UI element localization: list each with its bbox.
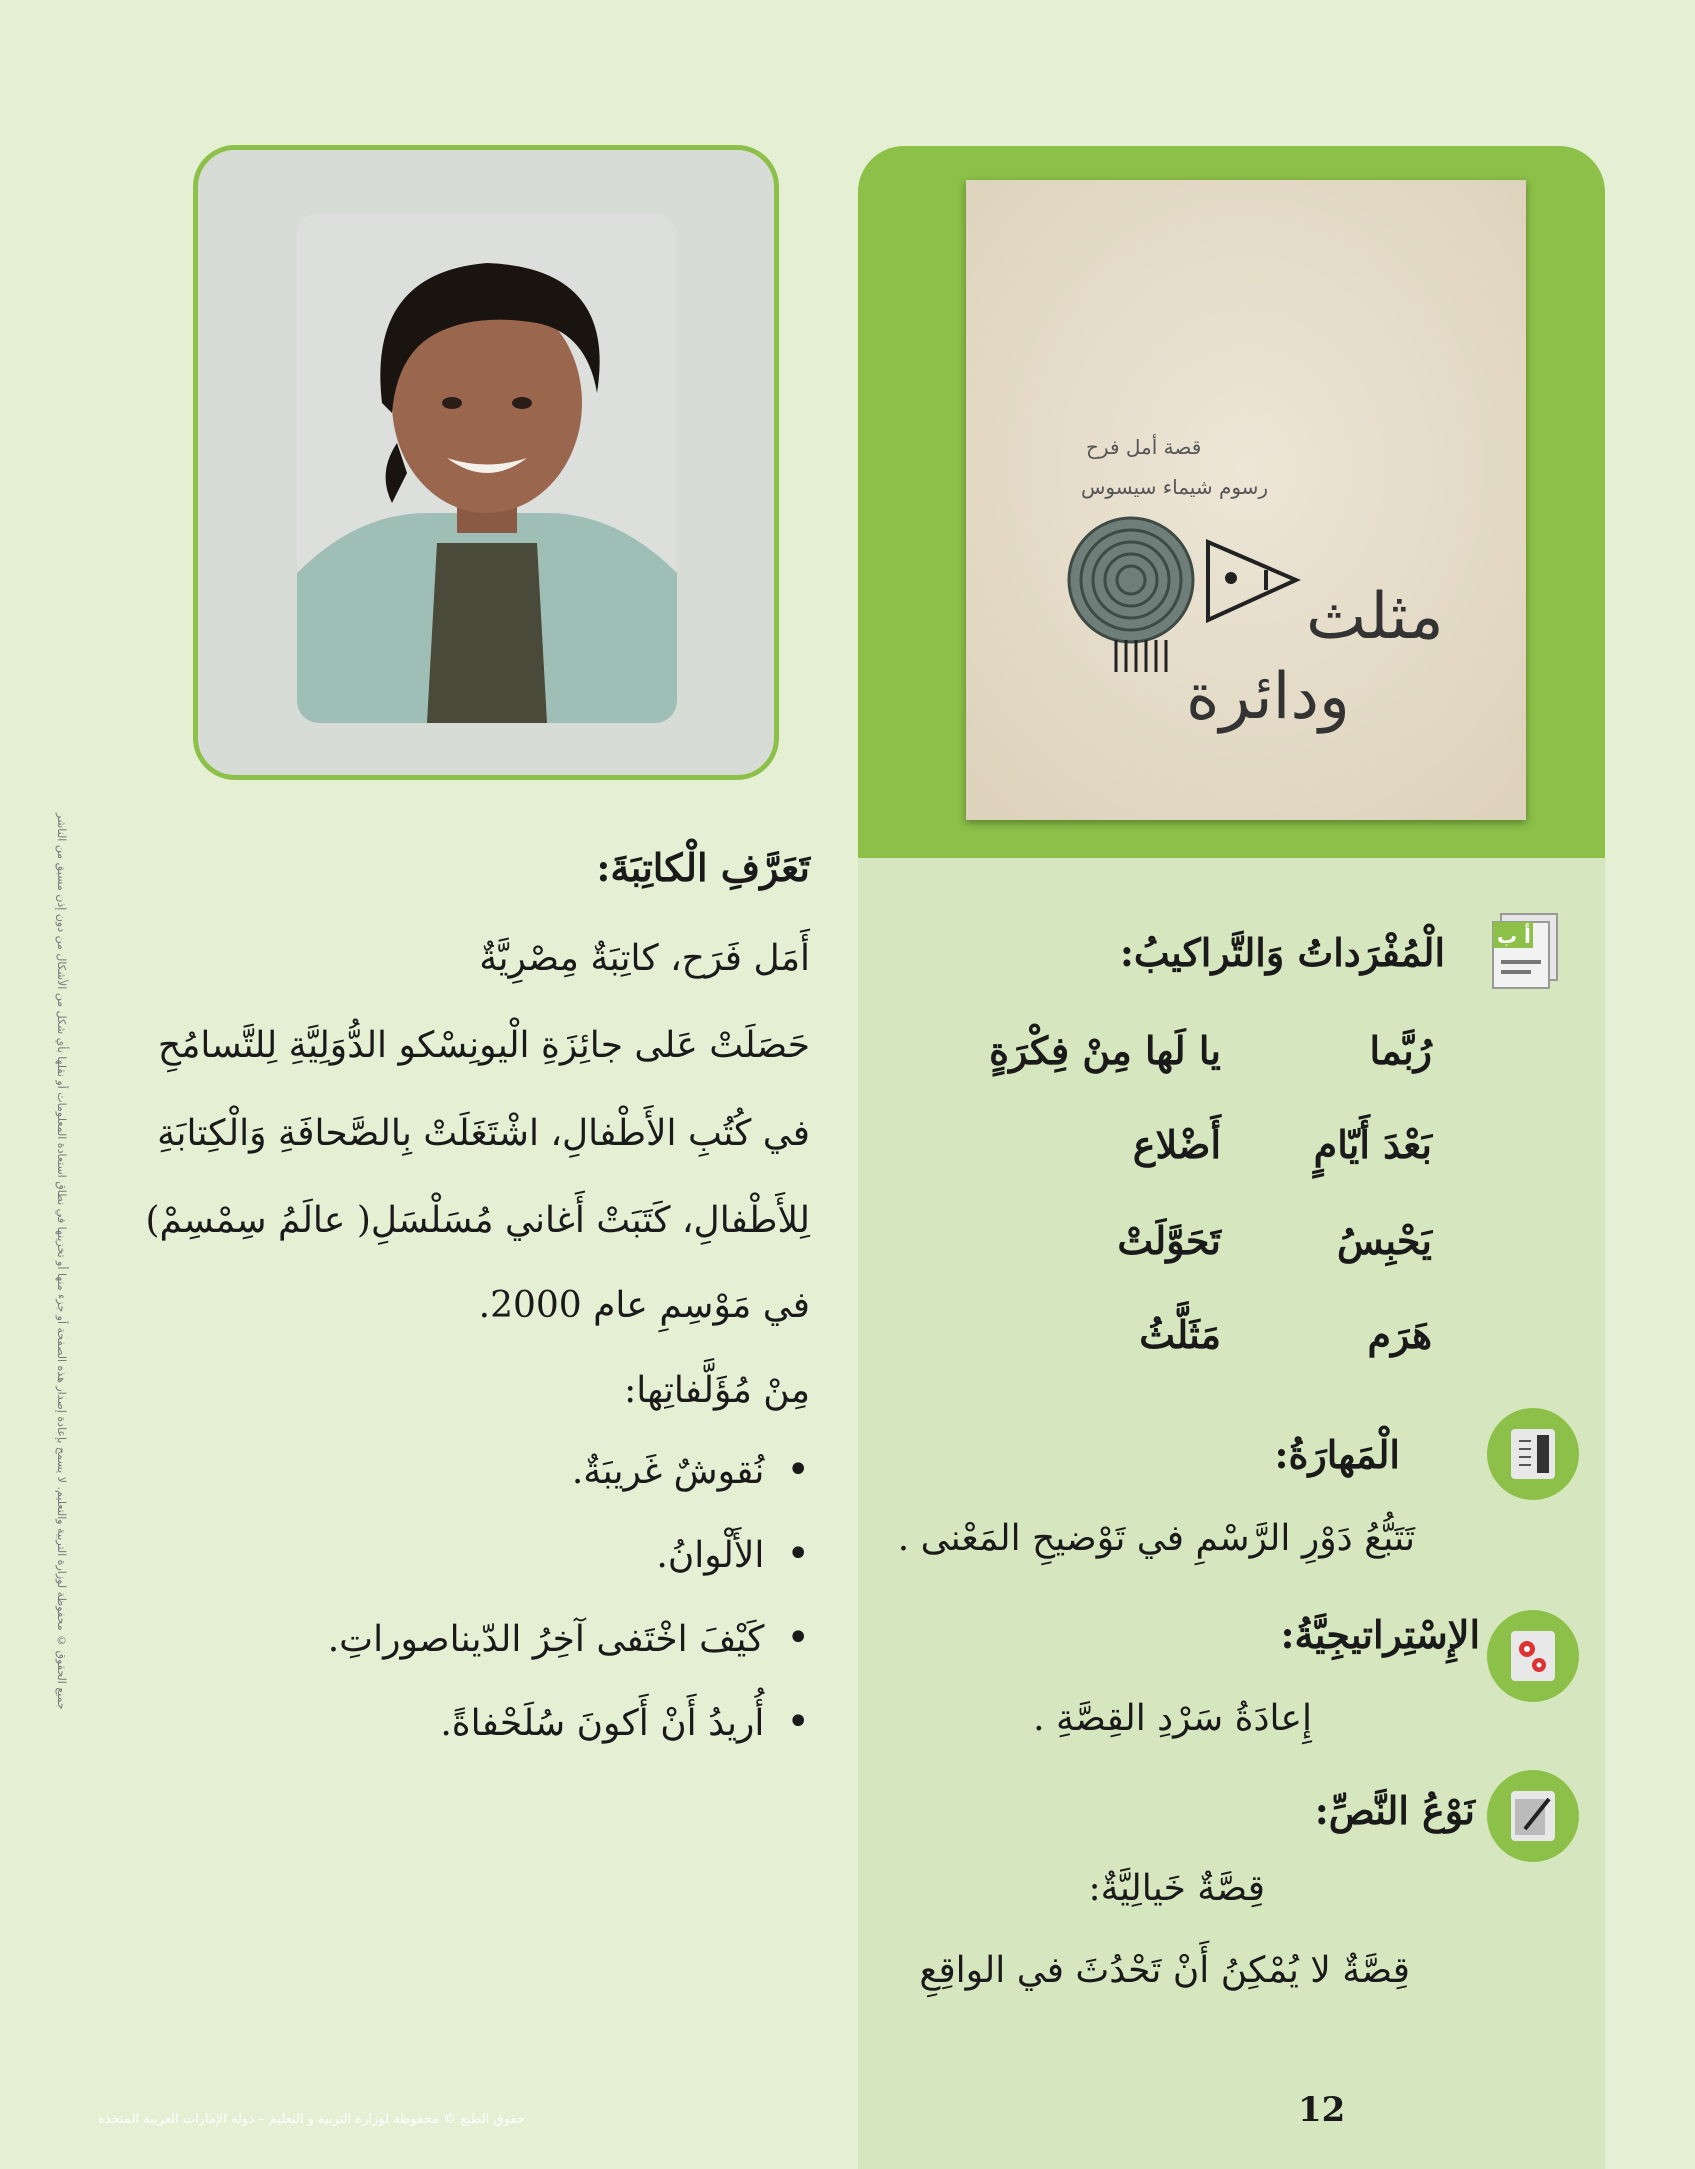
author-line-4: لِلأَطْفالِ، كَتَبَتْ أَغاني مُسَلْسَلِ( عالَمُ سِمْسِمْ): [145, 1200, 810, 1241]
vocab-word: هَرَم: [1367, 1312, 1432, 1357]
vocabulary-heading: الْمُفْرَداتُ وَالتَّراكيبُ:: [1119, 930, 1445, 975]
text-type-heading: نَوْعُ النَّصِّ:: [1314, 1788, 1475, 1833]
vocab-word: أَضْلاع: [1132, 1122, 1221, 1167]
text-type-icon: [1487, 1770, 1579, 1862]
cover-illustrator-credit: رسوم شيماء سيسوس: [1081, 475, 1269, 499]
book-cover: [966, 180, 1526, 820]
strategy-icon: [1487, 1610, 1579, 1702]
vocabulary-icon: [1487, 910, 1563, 992]
text-type-subheading: قِصَّةٌ خَيالِيَّةٌ:: [1088, 1868, 1265, 1909]
author-line-1: أَمَل فَرَح، كاتِبَةٌ مِصْرِيَّةٌ: [479, 938, 810, 979]
skill-text: تَتَبُّعُ دَوْرِ الرَّسْمِ في تَوْضيحِ المَعْنى .: [897, 1518, 1415, 1559]
skill-icon: [1487, 1408, 1579, 1500]
author-portrait-image: [297, 213, 677, 723]
copyright-side-note: جميع الحقوق © محفوظة لوزارة التربية والتعليم. لا يسمح بإعادة إصدار هذه الصفحة أو جزء منها أو تخزينها في نطاق استعادة المعلومات أو نقلها بأي شكل من الأشكال من دون إذن مسبق من الناشر: [55, 813, 68, 1710]
vocab-word: مَثَلَّثُ: [1139, 1312, 1221, 1357]
author-line-5: في مَوْسِمِ عام 2000.: [478, 1285, 810, 1326]
vocab-word: يَحْبِسُ: [1336, 1218, 1432, 1263]
cover-author-credit: قصة أمل فرح: [1086, 435, 1202, 459]
list-item: • أُريدُ أَنْ أَكونَ سُلَحْفاةً.: [250, 1692, 810, 1776]
cover-title-line-2: ودائرة: [1186, 660, 1350, 734]
vocab-word: يا لَها مِنْ فِكْرَةٍ: [989, 1028, 1221, 1073]
author-works-list: [250, 1440, 810, 1776]
author-works-label: مِنْ مُؤَلَّفاتِها:: [624, 1370, 810, 1411]
page-number: 12: [1298, 2090, 1346, 2130]
list-item: • كَيْفَ اخْتَفى آخِرُ الدّيناصوراتِ.: [250, 1608, 810, 1692]
vocab-word: تَحَوَّلَتْ: [1117, 1218, 1221, 1263]
cover-title-line-1: مثلث: [1306, 580, 1444, 654]
author-heading: تَعَرَّفِ الْكاتِبَةَ:: [596, 845, 810, 890]
copyright-footer: حقوق الطبع © محفوظة لوزارة التربية و التعليم – دولة الإمارات العربية المتحدة: [98, 2112, 525, 2127]
author-photo: [297, 213, 677, 723]
spiral-circle-icon: [1069, 518, 1193, 642]
text-type-definition: قِصَّةٌ لا يُمْكِنُ أَنْ تَحْدُثَ في الواقِعِ: [919, 1950, 1410, 1991]
strategy-text: إِعادَةُ سَرْدِ القِصَّةِ .: [1033, 1698, 1312, 1739]
list-item: • الأَلْوانُ.: [250, 1524, 810, 1608]
vocab-word: بَعْدَ أَيّامٍ: [1313, 1122, 1432, 1167]
skill-heading: الْمَهارَةُ:: [1274, 1432, 1400, 1477]
vocab-word: رُبَّما: [1369, 1028, 1432, 1073]
author-line-3: في كُتُبِ الأَطْفالِ، اشْتَغَلَتْ بِالصَّحافَةِ وَالْكِتابَةِ: [157, 1113, 810, 1154]
vocabulary-icon-label: أ ب: [1497, 924, 1531, 948]
list-item: • نُقوشٌ غَريبَةٌ.: [250, 1440, 810, 1524]
strategy-heading: الإِسْتِراتيجِيَّةُ:: [1280, 1612, 1480, 1657]
author-line-2: حَصَلَتْ عَلى جائِزَةِ الْيونِسْكو الدُّوَلِيَّةِ لِلتَّسامُحِ: [157, 1025, 810, 1066]
